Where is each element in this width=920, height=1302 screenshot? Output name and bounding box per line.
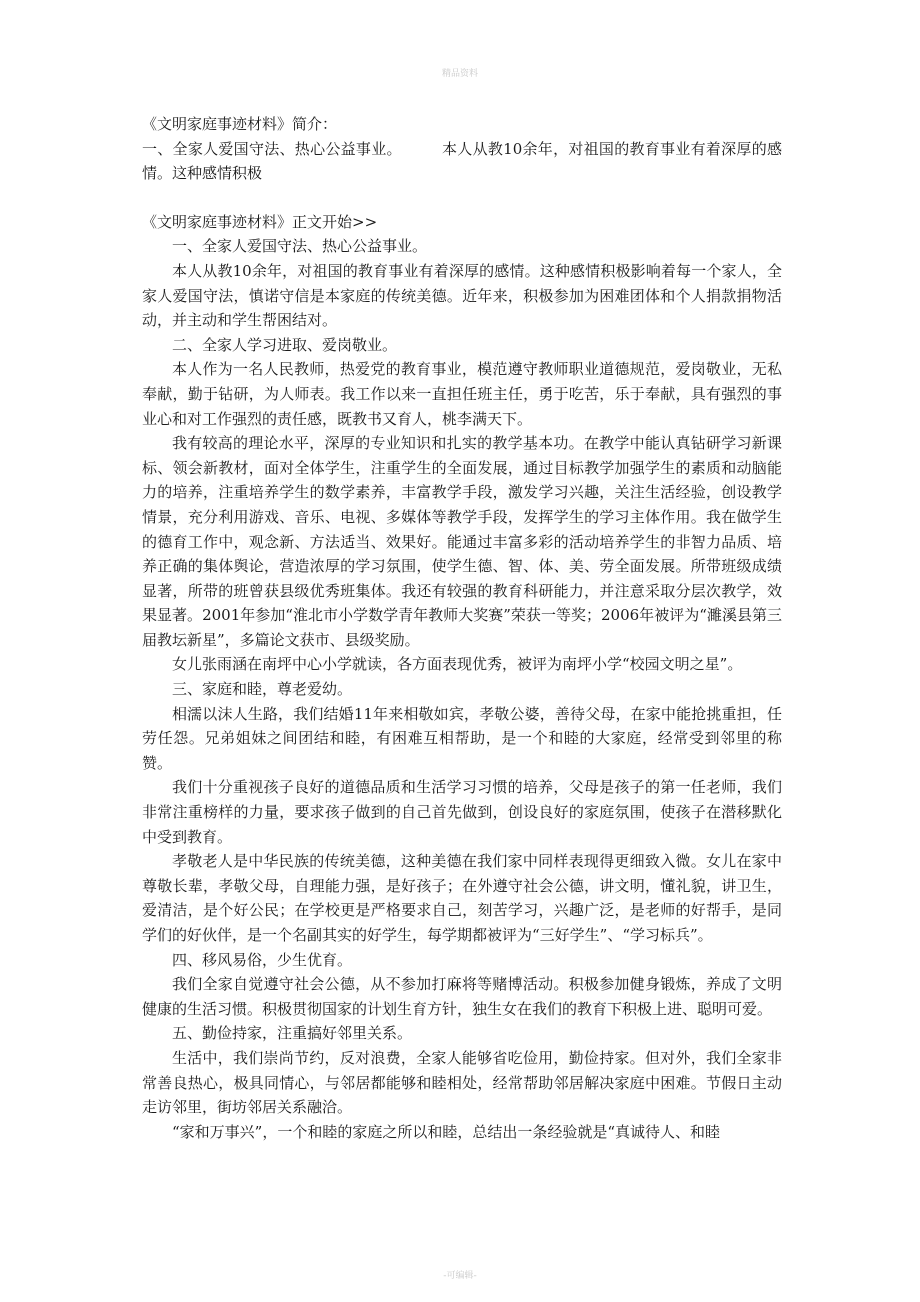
paragraph: 我们全家自觉遵守社会公德，从不参加打麻将等赌博活动。积极参加健身锻炼，养成了文明健康的生活习惯。积极贯彻国家的计划生育方针，独生女在我们的教育下积极上进、聪明可爱。 xyxy=(142,975,782,1018)
paragraph: 女儿张雨涵在南坪中心小学就读，各方面表现优秀，被评为南坪小学“校园文明之星”。 xyxy=(172,655,743,674)
paragraph: 孝敬老人是中华民族的传统美德，这种美德在我们家中同样表现得更细致入微。女儿在家中尊敬长辈，孝敬父母，自理能力强，是好孩子；在外遵守社会公德，讲文明，懂礼貌，讲卫生，爱清洁，是个好公民；在学校更是严格要求自己，刻苦学习，兴趣广泛，是老师的好帮手，是同学们的好伙伴，是一个名副其实的好学生，每学期都被评为“三好学生”、“学习标兵”。 xyxy=(142,852,782,944)
header-watermark: 精品资料 xyxy=(441,69,478,79)
section-heading-3: 三、家庭和睦，尊老爱幼。 xyxy=(172,680,353,699)
intro-lead: 一、全家人爱国守法、热心公益事业。 xyxy=(142,139,402,158)
paragraph: 生活中，我们崇尚节约，反对浪费，全家人能够省吃俭用，勤俭持家。但对外，我们全家非常善良热心，极具同情心，与邻居都能够和睦相处，经常帮助邻居解决家庭中困难。节假日主动走访邻里，街坊邻居关系融洽。 xyxy=(142,1048,782,1117)
section-heading-4: 四、移风易俗，少生优育。 xyxy=(172,950,353,969)
section-heading-5: 五、勤俭持家，注重搞好邻里关系。 xyxy=(172,1024,413,1043)
intro-paragraph xyxy=(142,137,782,186)
body-start-marker: 《文明家庭事迹材料》正文开始>> xyxy=(142,212,378,231)
intro-title: 《文明家庭事迹材料》简介： xyxy=(142,115,338,133)
paragraph: 相濡以沫人生路，我们结婚11年来相敬如宾，孝敬公婆，善待父母，在家中能抢挑重担，任劳任怨。兄弟姐妹之间团结和睦，有困难互相帮助，是一个和睦的大家庭，经常受到邻里的称赞。 xyxy=(142,704,782,772)
paragraph: 本人作为一名人民教师，热爱党的教育事业，模范遵守教师职业道德规范，爱岗敬业，无私奉献，勤于钻研，为人师表。我工作以来一直担任班主任，勇于吃苦，乐于奉献，具有强烈的事业心和对工作强烈的责任感，既教书又育人，桃李满天下。 xyxy=(142,360,782,428)
paragraph: “家和万事兴”，一个和睦的家庭之所以和睦，总结出一条经验就是“真诚待人、和睦 xyxy=(172,1122,721,1141)
document-body xyxy=(142,112,782,1144)
paragraph: 我们十分重视孩子良好的道德品质和生活学习习惯的培养，父母是孩子的第一任老师，我们非常注重榜样的力量，要求孩子做到的自己首先做到，创设良好的家庭氛围，使孩子在潜移默化中受到教育。 xyxy=(142,778,782,846)
paragraph: 本人从教10余年，对祖国的教育事业有着深厚的感情。这种感情积极影响着每一个家人，全家人爱国守法，慎诺守信是本家庭的传统美德。近年来，积极参加为困难团体和个人捐款捐物活动，并主动和学生帮困结对。 xyxy=(142,261,782,330)
section-heading-1: 一、全家人爱国守法、热心公益事业。 xyxy=(172,237,428,256)
intro-summary: 本人从教10余年，对祖国的教育事业有着深厚的感情。这种感情积极 xyxy=(142,139,782,183)
section-heading-2: 二、全家人学习进取、爱岗敬业。 xyxy=(172,335,398,354)
paragraph: 我有较高的理论水平，深厚的专业知识和扎实的教学基本功。在教学中能认真钻研学习新课标、领会新教材，面对全体学生，注重学生的全面发展，通过目标教学加强学生的素质和动脑能力的培养，注重培养学生的数学素养，丰富教学手段，激发学习兴趣，关注生活经验，创设教学情景，充分利用游戏、音乐、电视、多媒体等教学手段，发挥学生的学习主体作用。我在做学生的德育工作中，观念新、方法适当、效果好。能通过丰富多彩的活动培养学生的非智力品质、培养正确的集体舆论，营造浓厚的学习氛围，使学生德、智、体、美、劳全面发展。所带班级成绩显著，所带的班曾获县级优秀班集体。我还有较强的教育科研能力，并注意采取分层次教学，效果显著。2001年参加“淮北市小学数学青年教师大奖赛”荣获一等奖；2006年被评为“濉溪县第三届教坛新星”，多篇论文获市、县级奖励。 xyxy=(142,434,782,649)
footer-watermark: -可编辑- xyxy=(443,1271,477,1281)
